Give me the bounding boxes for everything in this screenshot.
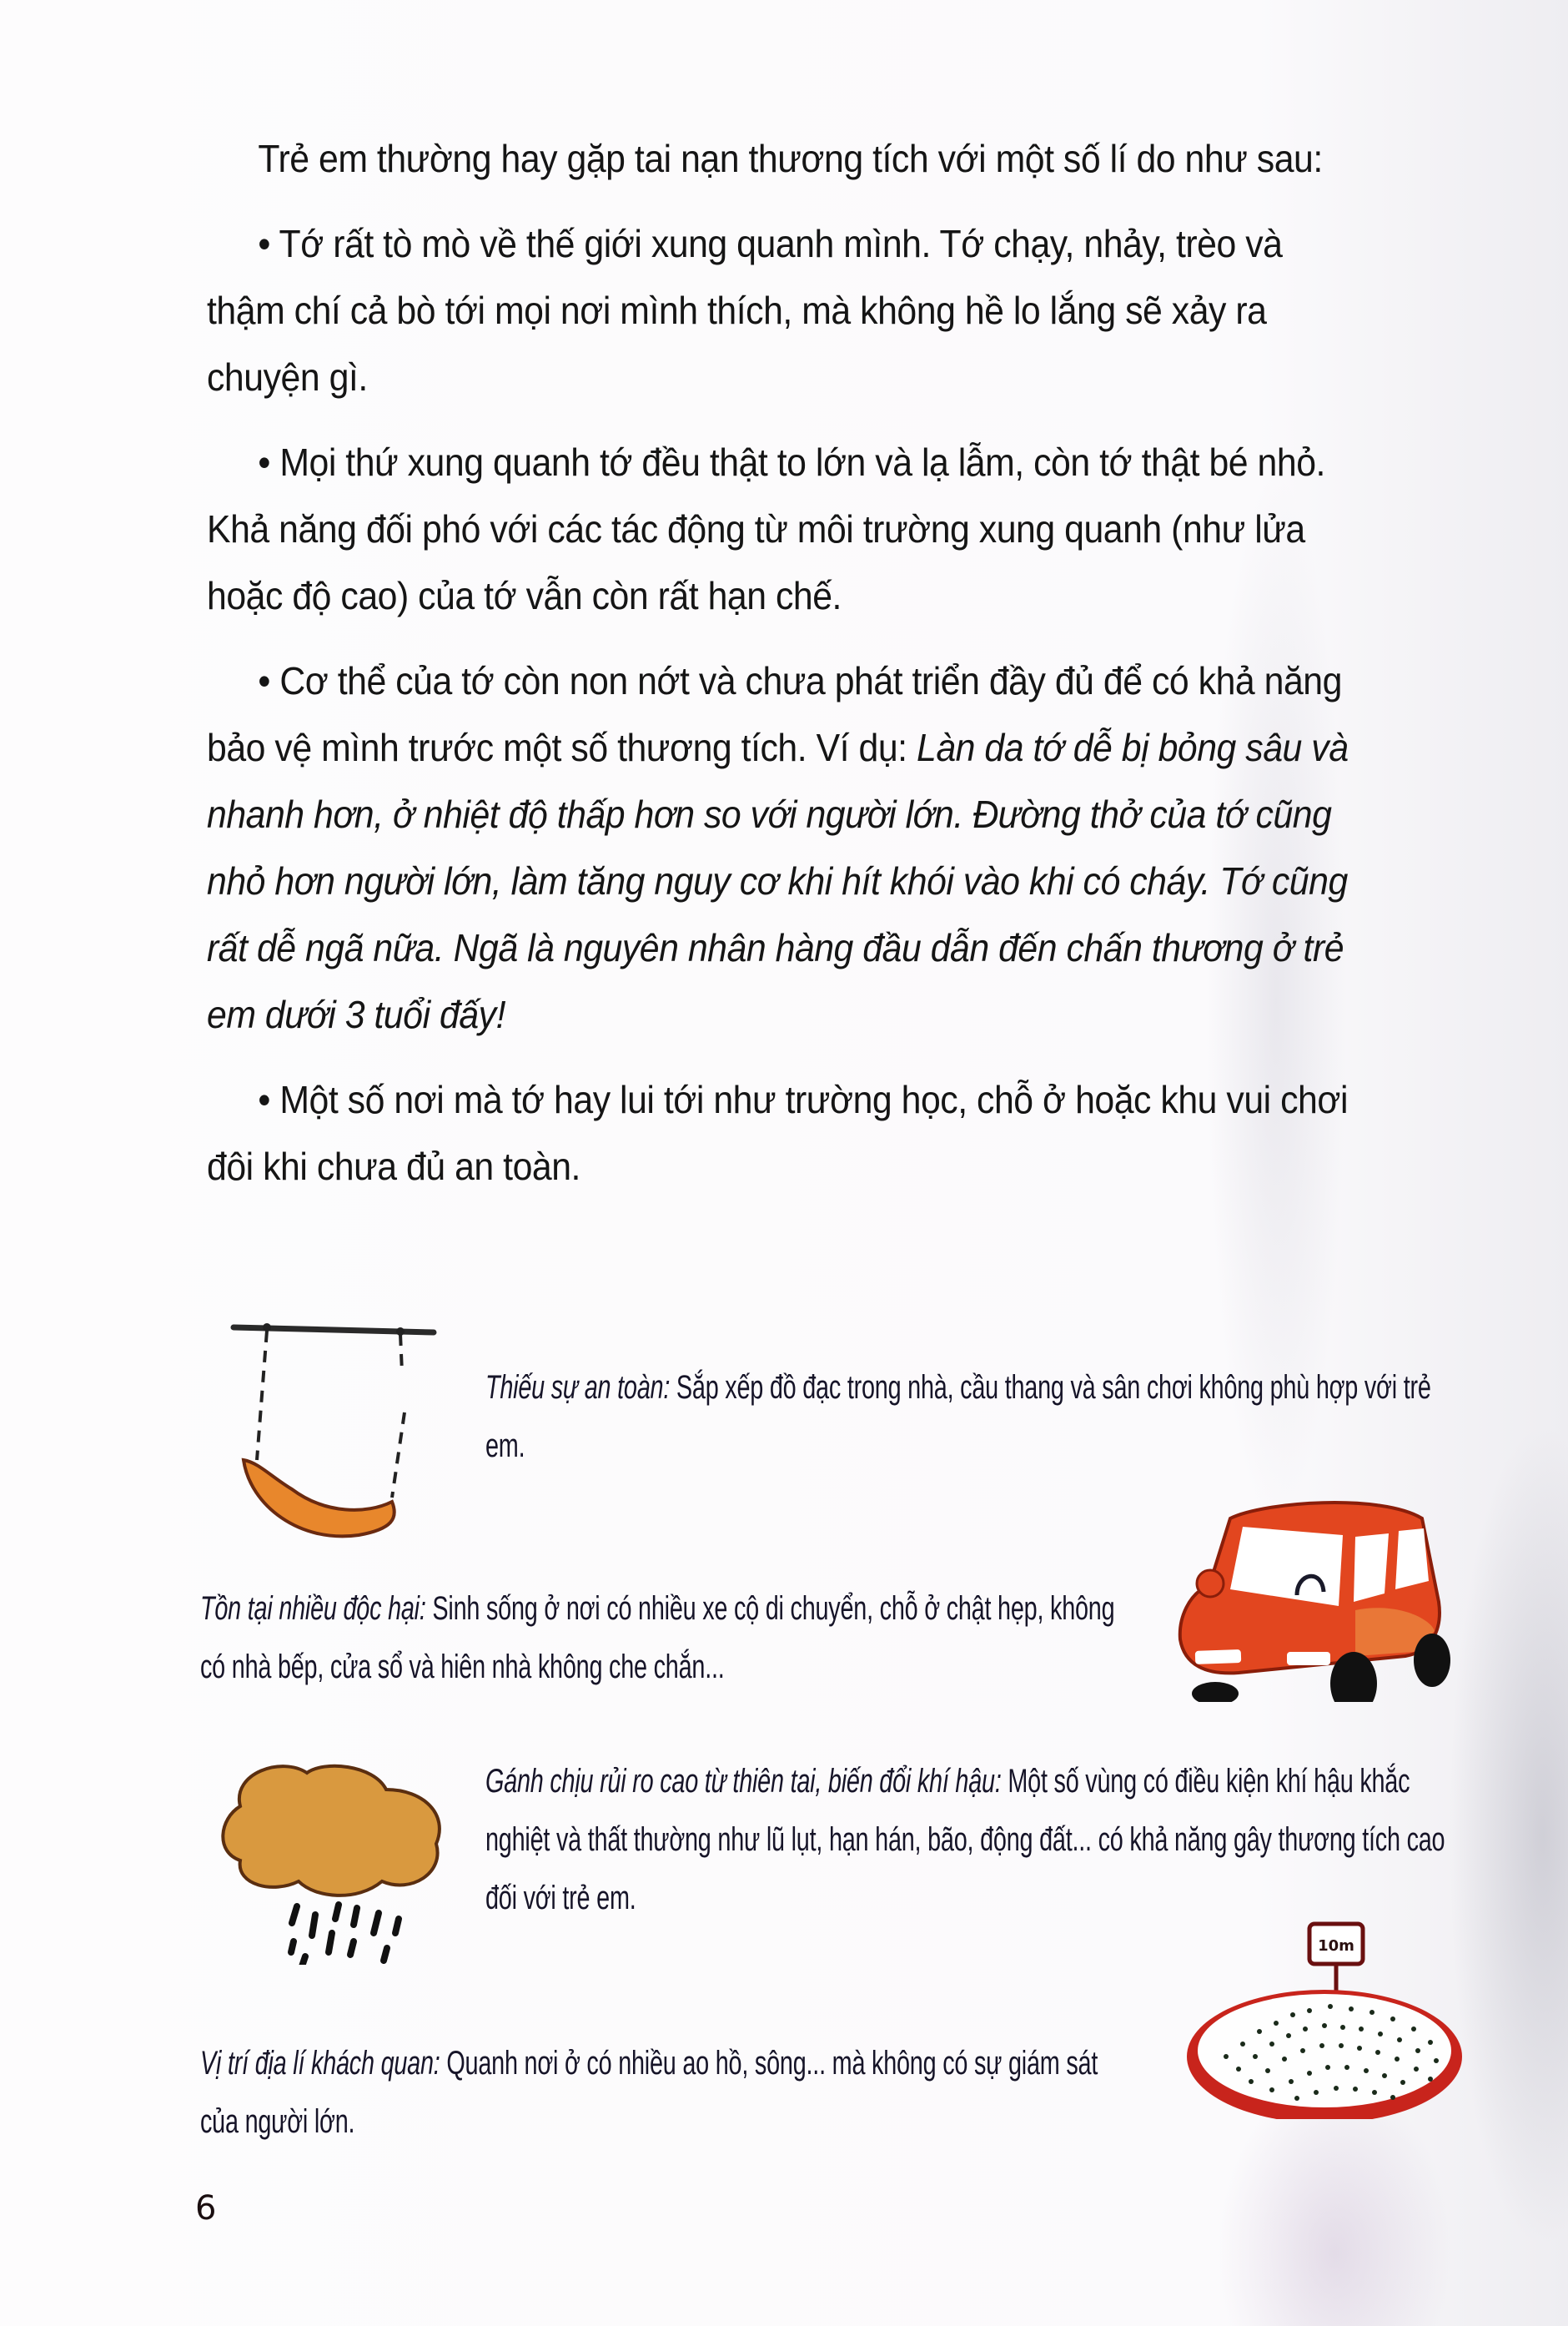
swing-icon	[225, 1314, 450, 1556]
caption-lead: Gánh chịu rủi ro cao từ thiên tai, biến đổi khí hậu:	[485, 1763, 1002, 1800]
bullet-text: Mọi thứ xung quanh tớ đều thật to lớn và lạ lẫm, còn tớ thật bé nhỏ. Khả năng đối phó với các tác động từ môi trường xung quanh (như lửa hoặc độ cao) của tớ vẫn còn rất hạn chế.	[207, 441, 1325, 617]
bullet-item-2	[207, 429, 1354, 629]
depth-sign-label: 10m	[1318, 1937, 1354, 1955]
caption-lead: Tồn tại nhiều độc hại:	[200, 1590, 426, 1627]
bullet-text: Cơ thể của tớ còn non nớt và chưa phát triển đầy đủ để có khả năng bảo vệ mình trước một số thương tích. Ví dụ:	[207, 659, 1342, 769]
caption-text: Một số vùng có điều kiện khí hậu khắc nghiệt và thất thường như lũ lụt, hạn hán, bão, động đất... có khả năng gây thương tích cao đối với trẻ em.	[485, 1763, 1445, 1916]
caption-text: Quanh nơi ở có nhiều ao hồ, sông... mà không có sự giám sát của người lớn.	[200, 2045, 1098, 2140]
bullet-item-3	[207, 647, 1354, 1048]
caption-lead: Thiếu sự an toàn:	[485, 1369, 671, 1406]
caption-text: Sinh sống ở nơi có nhiều xe cộ di chuyển, chỗ ở chật hẹp, không có nhà bếp, cửa sổ và hiên nhà không che chắn...	[200, 1590, 1115, 1685]
bullet-marker: •	[258, 1078, 270, 1121]
main-text-block	[207, 125, 1354, 1200]
caption-lead: Vị trí địa lí khách quan:	[200, 2045, 440, 2082]
bullet-text: Tớ rất tò mò về thế giới xung quanh mình. Tớ chạy, nhảy, trèo và thậm chí cả bò tới mọi nơi mình thích, mà không hề lo lắng sẽ xảy ra chuyện gì.	[207, 222, 1283, 399]
caption-natural-disasters	[485, 1752, 1458, 1927]
pond-icon	[1176, 1911, 1476, 2119]
caption-text: Sắp xếp đồ đạc trong nhà, cầu thang và sân chơi không phù hợp với trẻ em.	[485, 1369, 1431, 1464]
page-number: 6	[195, 2189, 217, 2228]
caption-lack-of-safety	[485, 1358, 1458, 1475]
bullet-marker: •	[258, 659, 270, 702]
caption-geographic-location	[200, 2034, 1137, 2151]
bullet-text: Một số nơi mà tớ hay lui tới như trường học, chỗ ở hoặc khu vui chơi đôi khi chưa đủ an toàn.	[207, 1078, 1349, 1188]
caption-hazards	[200, 1579, 1137, 1696]
bullet-item-1	[207, 210, 1354, 410]
intro-paragraph: Trẻ em thường hay gặp tai nạn thương tích với một số lí do như sau:	[258, 137, 1323, 180]
bullet-marker: •	[258, 222, 270, 265]
bullet-item-4	[207, 1066, 1354, 1200]
car-icon	[1163, 1485, 1455, 1702]
bullet-marker: •	[258, 441, 270, 484]
bullet-italic-example: Làn da tớ dễ bị bỏng sâu và nhanh hơn, ở nhiệt độ thấp hơn so với người lớn. Đường thở của tớ cũng nhỏ hơn người lớn, làm tăng nguy cơ khi hít khói vào khi có cháy. Tớ cũng rất dễ ngã nữa. Ngã là nguyên nhân hàng đầu dẫn đến chấn thương ở trẻ em dưới 3 tuổi đấy!	[207, 726, 1349, 1036]
rain-cloud-icon	[207, 1748, 457, 1965]
